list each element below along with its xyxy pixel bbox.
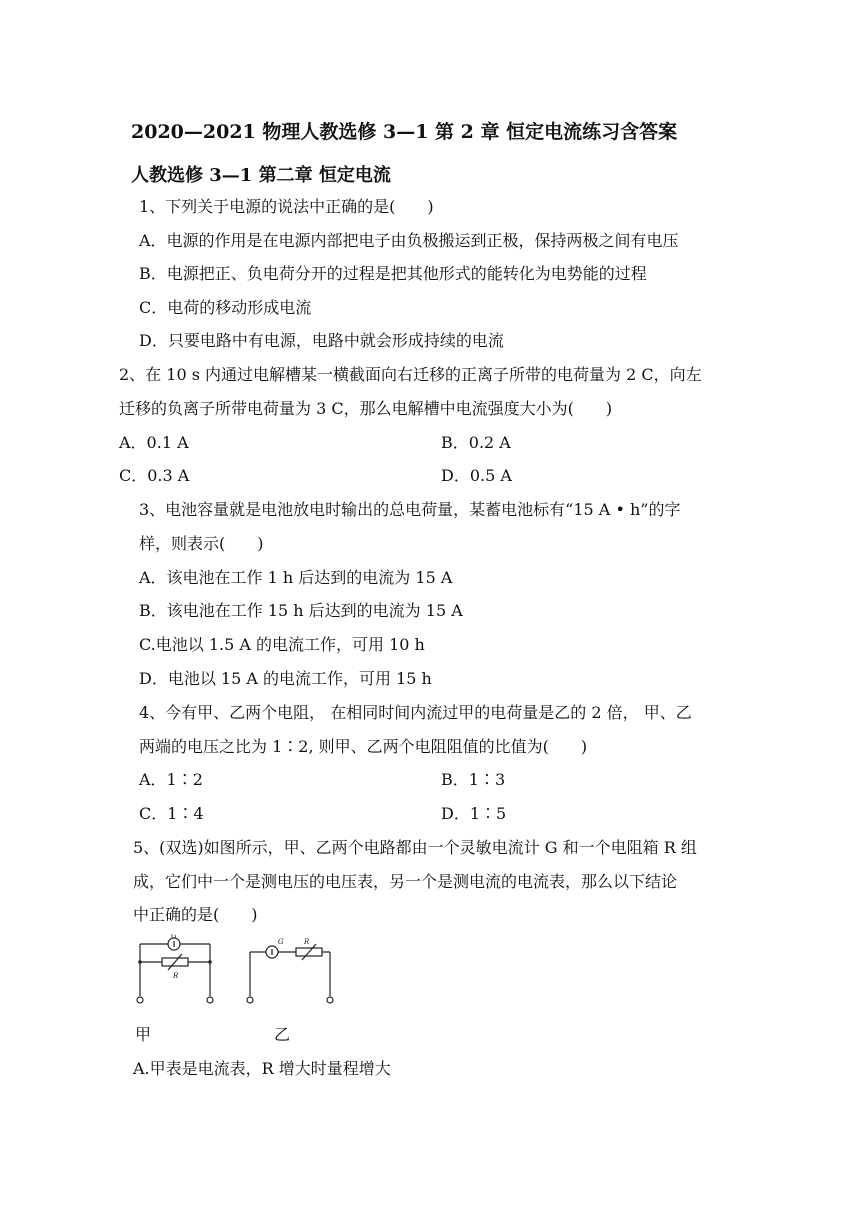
page-title: 2020—2021 物理人教选修 3—1 第 2 章 恒定电流练习含答案 bbox=[131, 121, 678, 143]
q1-option-b: B．电源把正、负电荷分开的过程是把其他形式的能转化为电势能的过程 bbox=[139, 264, 647, 283]
terminal-left bbox=[247, 997, 253, 1003]
terminal-left bbox=[137, 997, 143, 1003]
q3-option-a: A．该电池在工作 1 h 后达到的电流为 15 A bbox=[139, 568, 453, 587]
q3-option-c: C.电池以 1.5 A 的电流工作，可用 10 h bbox=[139, 635, 425, 654]
label-g: G bbox=[171, 934, 177, 940]
q2-stem-line2: 迁移的负离子所带电荷量为 3 C，那么电解槽中电流强度大小为( ) bbox=[119, 399, 613, 418]
q2-stem-line1: 2、在 10 s 内通过电解槽某一横截面向右迁移的正离子所带的电荷量为 2 C，向左 bbox=[119, 365, 702, 384]
section-title: 人教选修 3—1 第二章 恒定电流 bbox=[131, 165, 391, 186]
figure-label-yi: 乙 bbox=[274, 1025, 291, 1044]
q2-option-d: D．0.5 A bbox=[441, 466, 512, 485]
circuit-diagram-jia bbox=[130, 934, 220, 1014]
label-g: G bbox=[278, 938, 284, 946]
label-r: R bbox=[304, 938, 310, 946]
q5-option-a: A.甲表是电流表，R 增大时量程增大 bbox=[133, 1059, 391, 1078]
q3-stem-line2: 样，则表示( ) bbox=[139, 534, 264, 553]
q4-option-d: D．1∶5 bbox=[441, 804, 507, 823]
label-r: R bbox=[173, 972, 179, 980]
q3-option-d: D．电池以 15 A 的电流工作，可用 15 h bbox=[139, 669, 432, 688]
q5-stem-line1: 5、(双选)如图所示，甲、乙两个电路都由一个灵敏电流计 G 和一个电阻箱 R 组 bbox=[133, 838, 697, 857]
q3-stem-line1: 3、电池容量就是电池放电时输出的总电荷量，某蓄电池标有“15 A • h”的字 bbox=[139, 500, 681, 519]
q4-stem-line1: 4、今有甲、乙两个电阻， 在相同时间内流过甲的电荷量是乙的 2 倍， 甲、乙 bbox=[139, 703, 692, 722]
q1-option-a: A．电源的作用是在电源内部把电子由负极搬运到正极，保持两极之间有电压 bbox=[139, 231, 679, 250]
q2-option-a: A．0.1 A bbox=[119, 433, 189, 452]
q2-option-b: B．0.2 A bbox=[441, 433, 511, 452]
q4-option-b: B．1∶3 bbox=[441, 770, 506, 789]
q5-stem-line2: 成，它们中一个是测电压的电压表，另一个是测电流的电流表，那么以下结论 bbox=[133, 872, 678, 891]
q4-option-c: C．1∶4 bbox=[139, 804, 204, 823]
terminal-right bbox=[207, 997, 213, 1003]
q1-stem: 1、下列关于电源的说法中正确的是( ) bbox=[139, 197, 434, 216]
q4-stem-line2: 两端的电压之比为 1∶2, 则甲、乙两个电阻阻值的比值为( ) bbox=[139, 737, 588, 756]
q1-option-d: D．只要电路中有电源，电路中就会形成持续的电流 bbox=[139, 331, 504, 350]
figure-label-jia: 甲 bbox=[135, 1025, 152, 1044]
terminal-right bbox=[327, 997, 333, 1003]
q2-option-c: C．0.3 A bbox=[119, 466, 190, 485]
circuit-diagram-yi bbox=[240, 934, 340, 1014]
q1-option-c: C．电荷的移动形成电流 bbox=[139, 298, 312, 317]
q4-option-a: A．1∶2 bbox=[139, 770, 203, 789]
q5-stem-line3: 中正确的是( ) bbox=[133, 905, 258, 924]
q3-option-b: B．该电池在工作 15 h 后达到的电流为 15 A bbox=[139, 601, 463, 620]
